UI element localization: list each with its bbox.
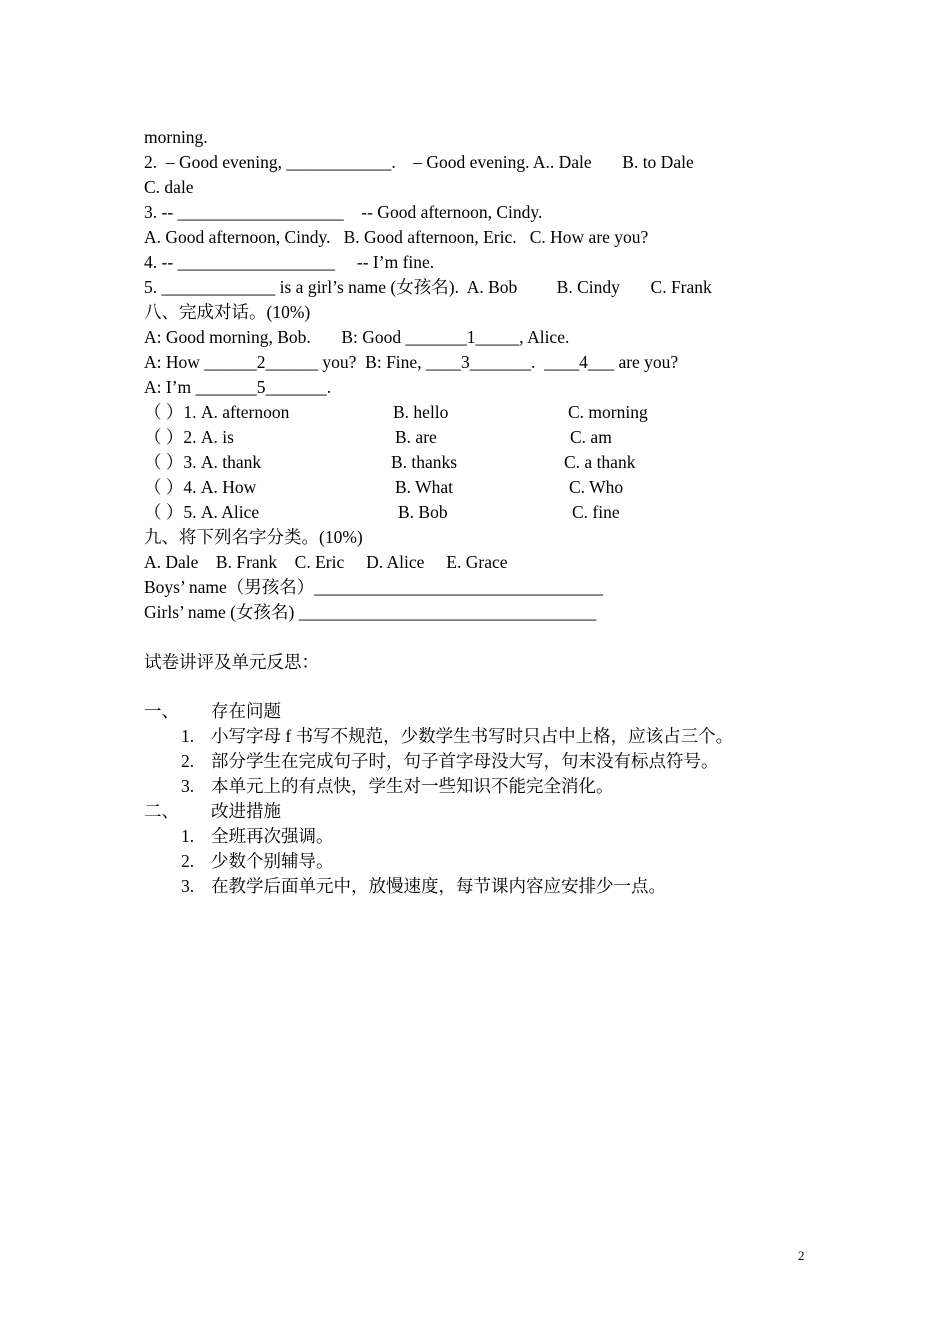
section-1-number: 一、 bbox=[144, 701, 179, 721]
measure-2-text: 少数个别辅导。 bbox=[211, 851, 334, 871]
section-1-title: 存在问题 bbox=[211, 701, 281, 721]
q7-item-3: 3. -- ___________________ -- Good afternoon, Cindy. bbox=[144, 202, 543, 222]
name-list: A. Dale B. Frank C. Eric D. Alice E. Grace bbox=[144, 552, 508, 572]
q7-line-morning: morning. bbox=[144, 127, 208, 147]
measure-2-number: 2. bbox=[181, 851, 195, 871]
boys-name-line: Boys’ name（男孩名）_________________________________ bbox=[144, 577, 604, 597]
section-2-number: 二、 bbox=[144, 801, 179, 821]
page-number: 2 bbox=[798, 1248, 805, 1263]
problem-3-number: 3. bbox=[181, 776, 195, 796]
problem-2-number: 2. bbox=[181, 751, 195, 771]
problem-2-text: 部分学生在完成句子时，句子首字母没大写，句末没有标点符号。 bbox=[211, 751, 719, 771]
review-title: 试卷讲评及单元反思： bbox=[144, 652, 319, 672]
option-row-3-c: C. a thank bbox=[564, 452, 636, 472]
q7-item-2-option-c: C. dale bbox=[144, 177, 194, 197]
option-row-2-a: （ ）2. A. is bbox=[144, 427, 234, 447]
measure-1-number: 1. bbox=[181, 826, 195, 846]
option-row-5-b: B. Bob bbox=[398, 502, 448, 522]
measure-1-text: 全班再次强调。 bbox=[211, 826, 334, 846]
option-row-3-b: B. thanks bbox=[391, 452, 458, 472]
problem-3-text: 本单元上的有点快，学生对一些知识不能完全消化。 bbox=[211, 776, 614, 796]
problem-1-number: 1. bbox=[181, 726, 195, 746]
option-row-2-c: C. am bbox=[570, 427, 612, 447]
section-8-heading: 八、完成对话。(10%) bbox=[144, 302, 311, 322]
option-row-1-b: B. hello bbox=[393, 402, 449, 422]
dialogue-line-2: A: How ______2______ you? B: Fine, ____3_______. ____4___ are you? bbox=[144, 352, 679, 372]
q7-item-5: 5. _____________ is a girl’s name (女孩名). A. Bob B. Cindy C. Frank bbox=[144, 277, 712, 297]
q7-item-4: 4. -- __________________ -- I’m fine. bbox=[144, 252, 435, 272]
measure-3-text: 在教学后面单元中，放慢速度，每节课内容应安排少一点。 bbox=[211, 876, 666, 896]
problem-1-text: 小写字母 f 书写不规范，少数学生书写时只占中上格，应该占三个。 bbox=[211, 726, 734, 746]
option-row-1-c: C. morning bbox=[568, 402, 648, 422]
dialogue-line-1: A: Good morning, Bob. B: Good _______1_____, Alice. bbox=[144, 327, 570, 347]
option-row-2-b: B. are bbox=[395, 427, 437, 447]
q7-item-3-options: A. Good afternoon, Cindy. B. Good afternoon, Eric. C. How are you? bbox=[144, 227, 649, 247]
measure-3-number: 3. bbox=[181, 876, 195, 896]
section-9-heading: 九、将下列名字分类。(10%) bbox=[144, 527, 363, 547]
option-row-3-a: （ ）3. A. thank bbox=[144, 452, 262, 472]
option-row-4-c: C. Who bbox=[569, 477, 624, 497]
dialogue-line-3: A: I’m _______5_______. bbox=[144, 377, 332, 397]
option-row-4-b: B. What bbox=[395, 477, 454, 497]
section-2-title: 改进措施 bbox=[211, 801, 281, 821]
option-row-4-a: （ ）4. A. How bbox=[144, 477, 257, 497]
option-row-5-a: （ ）5. A. Alice bbox=[144, 502, 260, 522]
option-row-5-c: C. fine bbox=[572, 502, 620, 522]
q7-item-2: 2. – Good evening, ____________. – Good evening. A.. Dale B. to Dale bbox=[144, 152, 694, 172]
girls-name-line: Girls’ name (女孩名) __________________________________ bbox=[144, 602, 597, 622]
option-row-1-a: （ ）1. A. afternoon bbox=[144, 402, 290, 422]
